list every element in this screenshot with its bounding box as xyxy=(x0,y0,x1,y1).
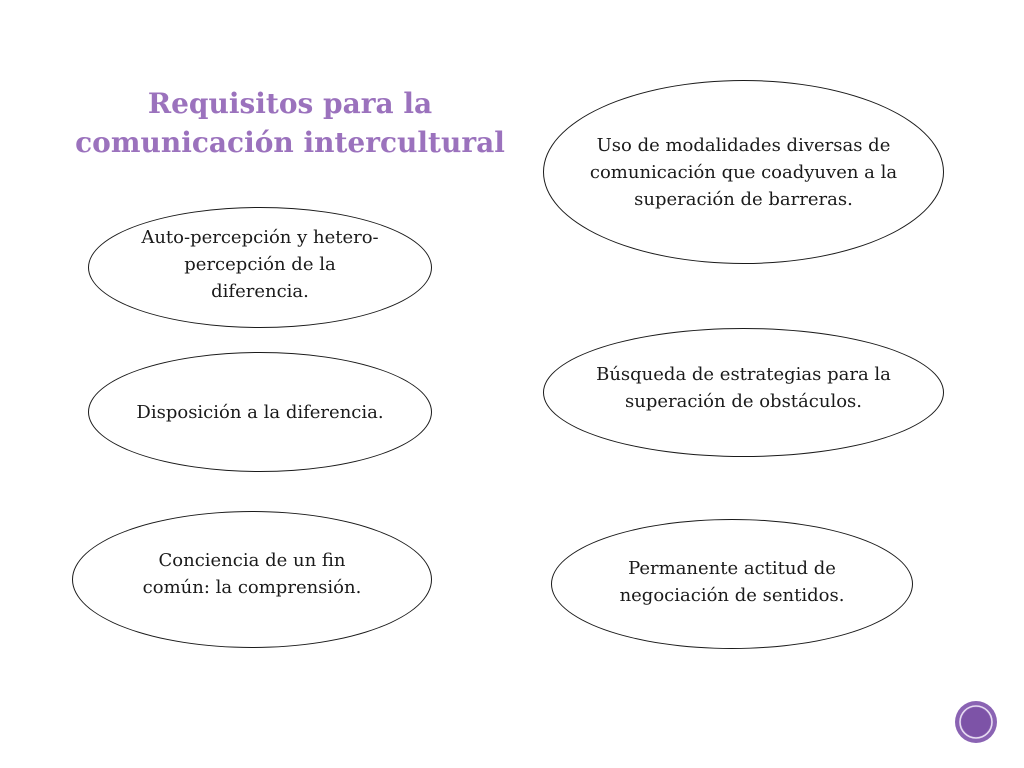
ellipse-text xyxy=(590,132,897,213)
text-line: superación de obstáculos. xyxy=(624,390,862,412)
ellipse-disposicion xyxy=(88,352,432,472)
ellipse-auto-percepcion xyxy=(88,207,432,328)
ellipse-text xyxy=(143,547,362,601)
circle-nav-icon xyxy=(954,700,998,744)
text-line: Auto-percepción y hetero- xyxy=(141,227,379,248)
slide-title xyxy=(60,84,520,162)
text-line: Permanente actitud de xyxy=(628,558,836,579)
ellipse-conciencia xyxy=(72,511,432,648)
text-line: negociación de sentidos. xyxy=(619,585,845,606)
text-line: Conciencia de un fin xyxy=(158,549,346,571)
text-line: diferencia. xyxy=(211,281,309,302)
ellipse-negociacion xyxy=(551,519,913,649)
slide-nav-button[interactable] xyxy=(954,700,998,744)
text-line: superación de barreras. xyxy=(634,188,853,210)
text-line: Uso de modalidades diversas de xyxy=(596,134,891,156)
ellipse-text xyxy=(136,399,383,426)
title-line: Requisitos para la xyxy=(147,87,433,120)
text-line: Disposición a la diferencia. xyxy=(136,401,384,423)
text-line: común: la comprensión. xyxy=(142,576,362,598)
ellipse-modalidades xyxy=(543,80,944,264)
title-line: comunicación intercultural xyxy=(75,126,505,159)
text-line: percepción de la xyxy=(184,254,336,275)
ellipse-text xyxy=(596,361,891,415)
text-line: comunicación que coadyuven a la xyxy=(589,161,898,183)
text-line: Búsqueda de estrategias para la xyxy=(596,363,891,385)
ellipse-text xyxy=(141,224,378,305)
ellipse-estrategias xyxy=(543,328,944,457)
ellipse-text xyxy=(620,555,845,609)
